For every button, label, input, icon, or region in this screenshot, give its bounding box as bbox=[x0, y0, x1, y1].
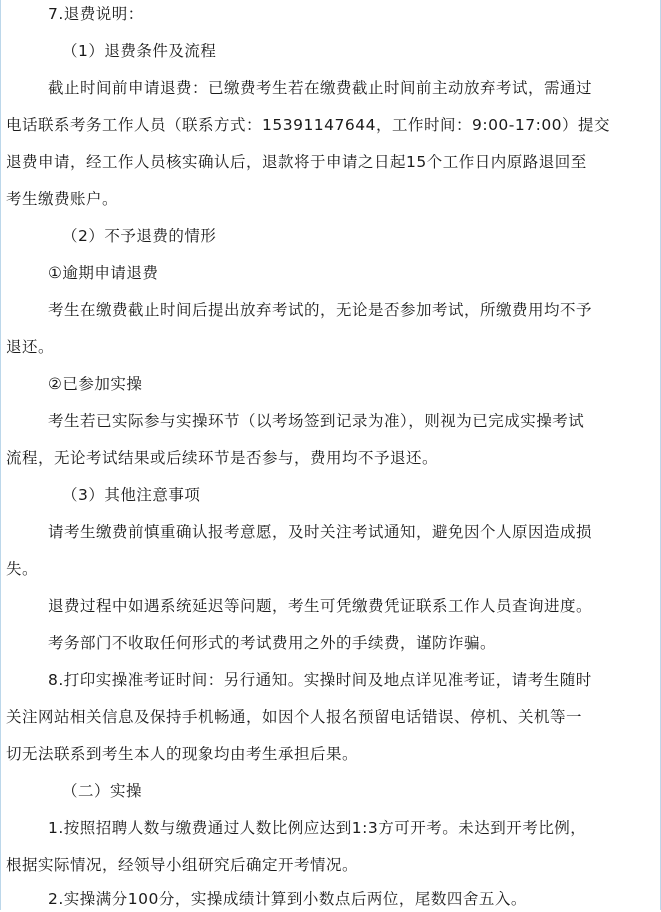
paragraph-line: 关注网站相关信息及保持手机畅通，如因个人报名预留电话错误、停机、关机等一 bbox=[6, 708, 583, 726]
paragraph-line: 退费申请，经工作人员核实确认后，退款将于申请之日起15个工作日内原路退回至 bbox=[6, 153, 587, 171]
subsection-1-heading: （1）退费条件及流程 bbox=[62, 42, 217, 60]
paragraph-line: 退还。 bbox=[6, 338, 55, 356]
paragraph-line: 2.实操满分100分，实操成绩计算到小数点后两位，尾数四舍五入。 bbox=[48, 890, 527, 908]
item-heading: ②已参加实操 bbox=[48, 375, 143, 393]
section-7-heading: 7.退费说明： bbox=[48, 5, 144, 23]
paragraph-line: 切无法联系到考生本人的现象均由考生承担后果。 bbox=[6, 745, 359, 763]
paragraph-line: 考生在缴费截止时间后提出放弃考试的，无论是否参加考试，所缴费用均不予 bbox=[48, 301, 593, 319]
paragraph-line: 考生缴费账户。 bbox=[6, 190, 119, 208]
paragraph-line: 流程，无论考试结果或后续环节是否参与，费用均不予退还。 bbox=[6, 449, 439, 467]
paragraph-line: 考生若已实际参与实操环节（以考场签到记录为准），则视为已完成实操考试 bbox=[48, 412, 585, 430]
paragraph-line: 考务部门不收取任何形式的考试费用之外的手续费，谨防诈骗。 bbox=[48, 634, 497, 652]
item-heading: ①逾期申请退费 bbox=[48, 264, 159, 282]
section-8-line: 8.打印实操准考证时间：另行通知。实操时间及地点详见准考证，请考生随时 bbox=[48, 671, 592, 689]
section-2-heading: （二）实操 bbox=[62, 782, 143, 800]
paragraph-line: 请考生缴费前慎重确认报考意愿，及时关注考试通知，避免因个人原因造成损 bbox=[48, 523, 593, 541]
paragraph-line: 1.按照招聘人数与缴费通过人数比例应达到1:3方可开考。未达到开考比例， bbox=[48, 819, 587, 837]
subsection-2-heading: （2）不予退费的情形 bbox=[62, 227, 217, 245]
paragraph-line: 电话联系考务工作人员（联系方式：15391147644，工作时间：9:00-17:00）提交 bbox=[6, 116, 611, 134]
paragraph-line: 截止时间前申请退费：已缴费考生若在缴费截止时间前主动放弃考试，需通过 bbox=[48, 79, 593, 97]
subsection-3-heading: （3）其他注意事项 bbox=[62, 486, 201, 504]
paragraph-line: 失。 bbox=[6, 560, 39, 578]
paragraph-line: 退费过程中如遇系统延迟等问题，考生可凭缴费凭证联系工作人员查询进度。 bbox=[48, 597, 593, 615]
paragraph-line: 根据实际情况，经领导小组研究后确定开考情况。 bbox=[6, 856, 359, 874]
